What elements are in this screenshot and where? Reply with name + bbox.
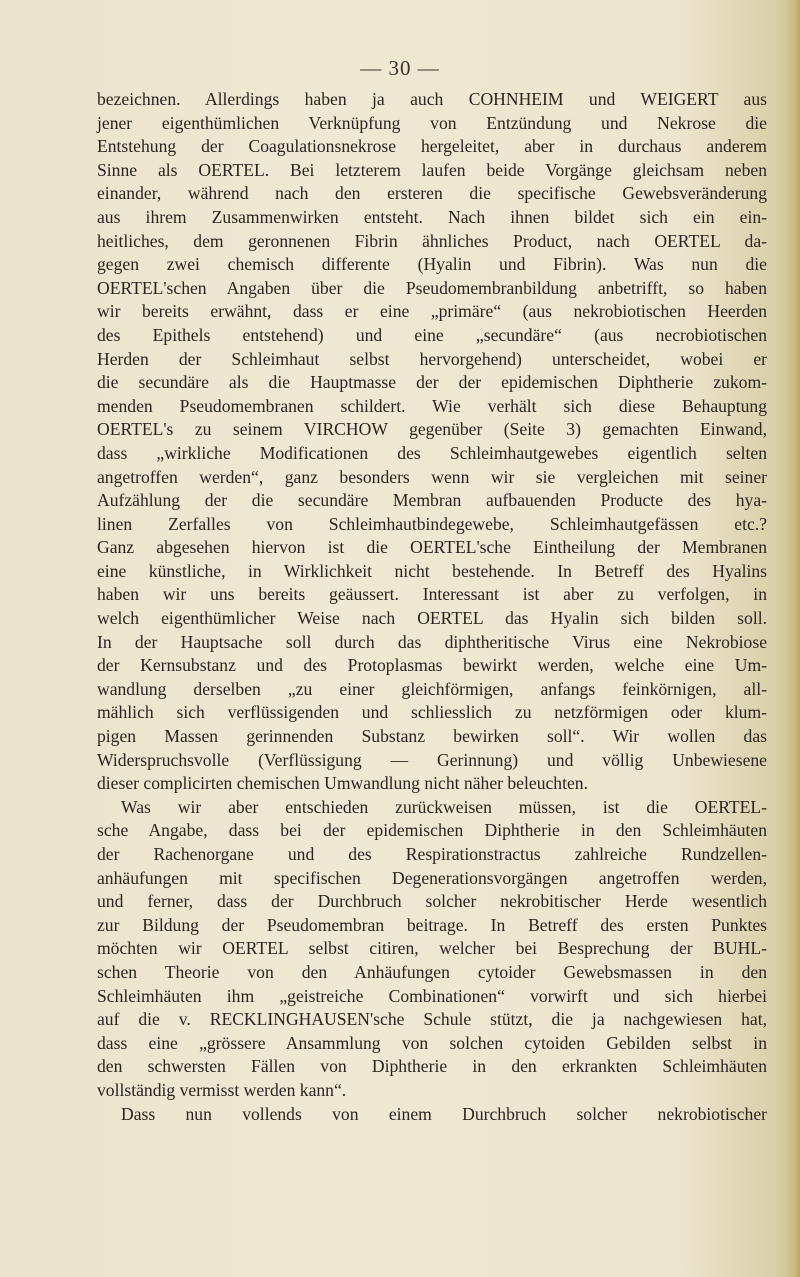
text-line: jener eigenthümlichen Verknüpfung von Entzündung und Nekrose die (97, 112, 767, 133)
text-line: eine künstliche, in Wirklichkeit nicht bestehende. In Betreff des Hyalins (97, 560, 767, 581)
text-line: Entstehung der Coagulationsnekrose hergeleitet, aber in durchaus anderem (97, 136, 767, 157)
text-line: angetroffen werden“, ganz besonders wenn wir sie vergleichen mit seiner (97, 466, 767, 487)
text-line: In der Hauptsache soll durch das diphtheritische Virus eine Nekrobiose (97, 631, 767, 652)
text-line: mählich sich verflüssigenden und schliesslich zu netzförmigen oder klum- (97, 702, 767, 723)
text-line: zur Bildung der Pseudomembran beitrage. In Betreff des ersten Punktes (97, 914, 767, 935)
text-line: linen Zerfalles von Schleimhautbindegewebe, Schleimhautgefässen etc.? (97, 513, 767, 534)
text-line: haben wir uns bereits geäussert. Interessant ist aber zu verfolgen, in (97, 584, 767, 605)
text-line: möchten wir OERTEL selbst citiren, welcher bei Besprechung der BUHL- (97, 938, 767, 959)
text-line: Aufzählung der die secundäre Membran aufbauenden Producte des hya- (97, 490, 767, 511)
text-line: Was wir aber entschieden zurückweisen müssen, ist die OERTEL- (121, 796, 767, 817)
text-line: gegen zwei chemisch differente (Hyalin und Fibrin). Was nun die (97, 254, 767, 275)
body-text (97, 88, 767, 1126)
text-line: dass eine „grössere Ansammlung von solchen cytoiden Gebilden selbst in (97, 1032, 767, 1053)
text-line: pigen Massen gerinnenden Substanz bewirken soll“. Wir wollen das (97, 726, 767, 747)
page-number: — 30 — (360, 56, 440, 80)
text-line: Widerspruchsvolle (Verflüssigung — Gerinnung) und völlig Unbewiesene (97, 749, 767, 770)
text-line: wandlung derselben „zu einer gleichförmigen, anfangs feinkörnigen, all- (97, 678, 767, 699)
text-line: des Epithels entstehend) und eine „secundäre“ (aus necrobiotischen (97, 324, 767, 345)
text-line: Ganz abgesehen hiervon ist die OERTEL'sche Eintheilung der Membranen (97, 537, 767, 558)
text-line: dass „wirkliche Modificationen des Schleimhautgewebes eigentlich selten (97, 442, 767, 463)
text-line: Sinne als OERTEL. Bei letzterem laufen beide Vorgänge gleichsam neben (97, 159, 767, 180)
text-line: wir bereits erwähnt, dass er eine „primäre“ (aus nekrobiotischen Heerden (97, 301, 767, 322)
text-line: den schwersten Fällen von Diphtherie in den erkrankten Schleimhäuten (97, 1056, 767, 1077)
text-line: bezeichnen. Allerdings haben ja auch COHNHEIM und WEIGERT aus (97, 89, 767, 109)
text-line: Schleimhäuten ihm „geistreiche Combinationen“ vorwirft und sich hierbei (97, 985, 767, 1006)
text-line: schen Theorie von den Anhäufungen cytoider Gewebsmassen in den (97, 961, 767, 982)
text-line: und ferner, dass der Durchbruch solcher nekrobitischer Herde wesentlich (97, 891, 767, 912)
page-edge-shadow (786, 0, 800, 1277)
text-line: vollständig vermisst werden kann“. (97, 1079, 347, 1100)
text-line: aus ihrem Zusammenwirken entsteht. Nach ihnen bildet sich ein ein- (97, 206, 767, 227)
text-line: OERTEL's zu seinem VIRCHOW gegenüber (Seite 3) gemachten Einwand, (97, 419, 767, 440)
text-line: die secundäre als die Hauptmasse der der epidemischen Diphtherie zukom- (97, 372, 767, 393)
text-line: dieser complicirten chemischen Umwandlung nicht näher beleuchten. (97, 773, 588, 794)
text-line: sche Angabe, dass bei der epidemischen Diphtherie in den Schleimhäuten (97, 820, 767, 841)
text-line: einander, während nach den ersteren die specifische Gewebsveränderung (97, 183, 767, 204)
text-line: heitliches, dem geronnenen Fibrin ähnliches Product, nach OERTEL da- (97, 230, 767, 251)
text-line: menden Pseudomembranen schildert. Wie verhält sich diese Behauptung (97, 395, 767, 416)
text-line: Dass nun vollends von einem Durchbruch solcher nekrobiotischer (121, 1103, 767, 1124)
text-line: welch eigenthümlicher Weise nach OERTEL das Hyalin sich bilden soll. (97, 608, 767, 629)
text-line: anhäufungen mit specifischen Degenerationsvorgängen angetroffen werden, (97, 867, 767, 888)
text-line: OERTEL'schen Angaben über die Pseudomembranbildung anbetrifft, so haben (97, 277, 767, 298)
text-line: auf die v. RECKLINGHAUSEN'sche Schule stützt, die ja nachgewiesen hat, (97, 1009, 767, 1030)
text-line: der Rachenorgane und des Respirationstractus zahlreiche Rundzellen- (97, 844, 767, 864)
text-line: der Kernsubstanz und des Protoplasmas bewirkt werden, welche eine Um- (97, 655, 767, 676)
text-line: Herden der Schleimhaut selbst hervorgehend) unterscheidet, wobei er (97, 348, 767, 369)
